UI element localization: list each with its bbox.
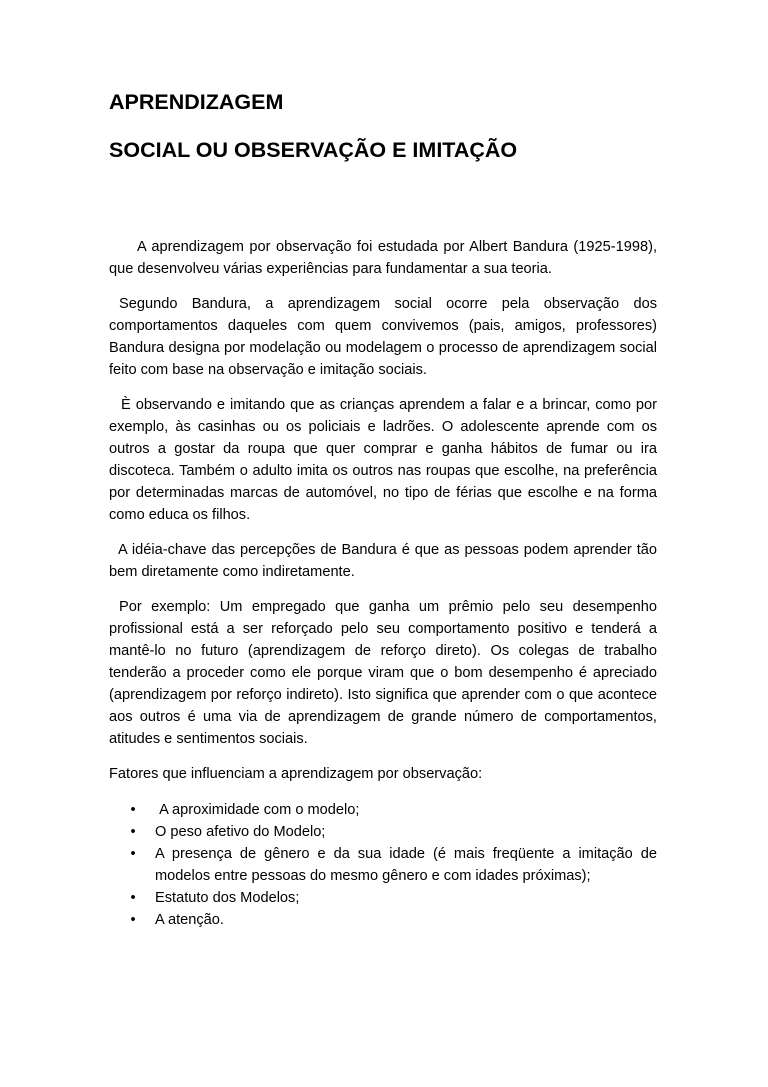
paragraph-key-idea: A idéia-chave das percepções de Bandura é que as pessoas podem aprender tão bem diretamente como indiretamente.: [109, 542, 657, 580]
list-item: [127, 799, 657, 821]
list-item-text: Estatuto dos Modelos;: [155, 890, 300, 906]
list-item-text: A presença de gênero e da sua idade (é mais freqüente a imitação de modelos entre pessoas do mesmo gênero e com idades próximas);: [155, 846, 657, 884]
bullet-icon: •: [130, 802, 136, 818]
document-body: [109, 236, 657, 931]
paragraph-bandura-social-learning: Segundo Bandura, a aprendizagem social ocorre pela observação dos comportamentos daqueles com quem convivemos (pais, amigos, professores) Bandura designa por modelação ou modelagem o processo de aprendizagem social feito com base na observação e imitação sociais.: [109, 296, 657, 378]
bullet-icon: •: [130, 824, 136, 840]
paragraph-example: Por exemplo: Um empregado que ganha um prêmio pelo seu desempenho profissional está a ser reforçado pelo seu comportamento positivo e tenderá a mantê-lo no futuro (aprendizagem de reforço direto). Os colegas de trabalho tenderão a proceder como ele porque viram que o bom desempenho é apreciado (aprendizagem por reforço indireto). Isto significa que aprender com o que acontece aos outros é uma via de aprendizagem de grande número de comportamentos, atitudes e sentimentos sociais.: [109, 599, 657, 747]
bullet-icon: •: [130, 912, 136, 928]
list-item-text: O peso afetivo do Modelo;: [155, 824, 326, 840]
list-item-text: A aproximidade com o modelo;: [155, 802, 360, 818]
document-page: [109, 88, 657, 931]
list-item: [127, 887, 657, 909]
list-item: [127, 821, 657, 843]
bullet-icon: •: [130, 890, 136, 906]
list-item: [127, 909, 657, 931]
paragraph-observing-imitating: È observando e imitando que as crianças aprendem a falar e a brincar, como por exemplo, às casinhas ou os policiais e ladrões. O adolescente aprende com os outros a gostar da roupa que quer comprar e ganha hábitos de fumar ou ira discoteca. Também o adulto imita os outros nas roupas que escolhe, na preferência por determinadas marcas de automóvel, no tipo de férias que escolhe e na forma como educa os filhos.: [109, 397, 657, 523]
document-title-line-2: SOCIAL OU OBSERVAÇÃO E IMITAÇÃO: [109, 138, 518, 162]
factors-list: [109, 799, 657, 931]
paragraph-intro: A aprendizagem por observação foi estudada por Albert Bandura (1925-1998), que desenvolveu várias experiências para fundamentar a sua teoria.: [109, 239, 657, 277]
bullet-icon: •: [130, 846, 136, 862]
factors-intro: Fatores que influenciam a aprendizagem por observação:: [109, 766, 483, 782]
list-item-text: A atenção.: [155, 912, 224, 928]
list-item: [127, 843, 657, 887]
document-title-line-1: APRENDIZAGEM: [109, 90, 284, 114]
